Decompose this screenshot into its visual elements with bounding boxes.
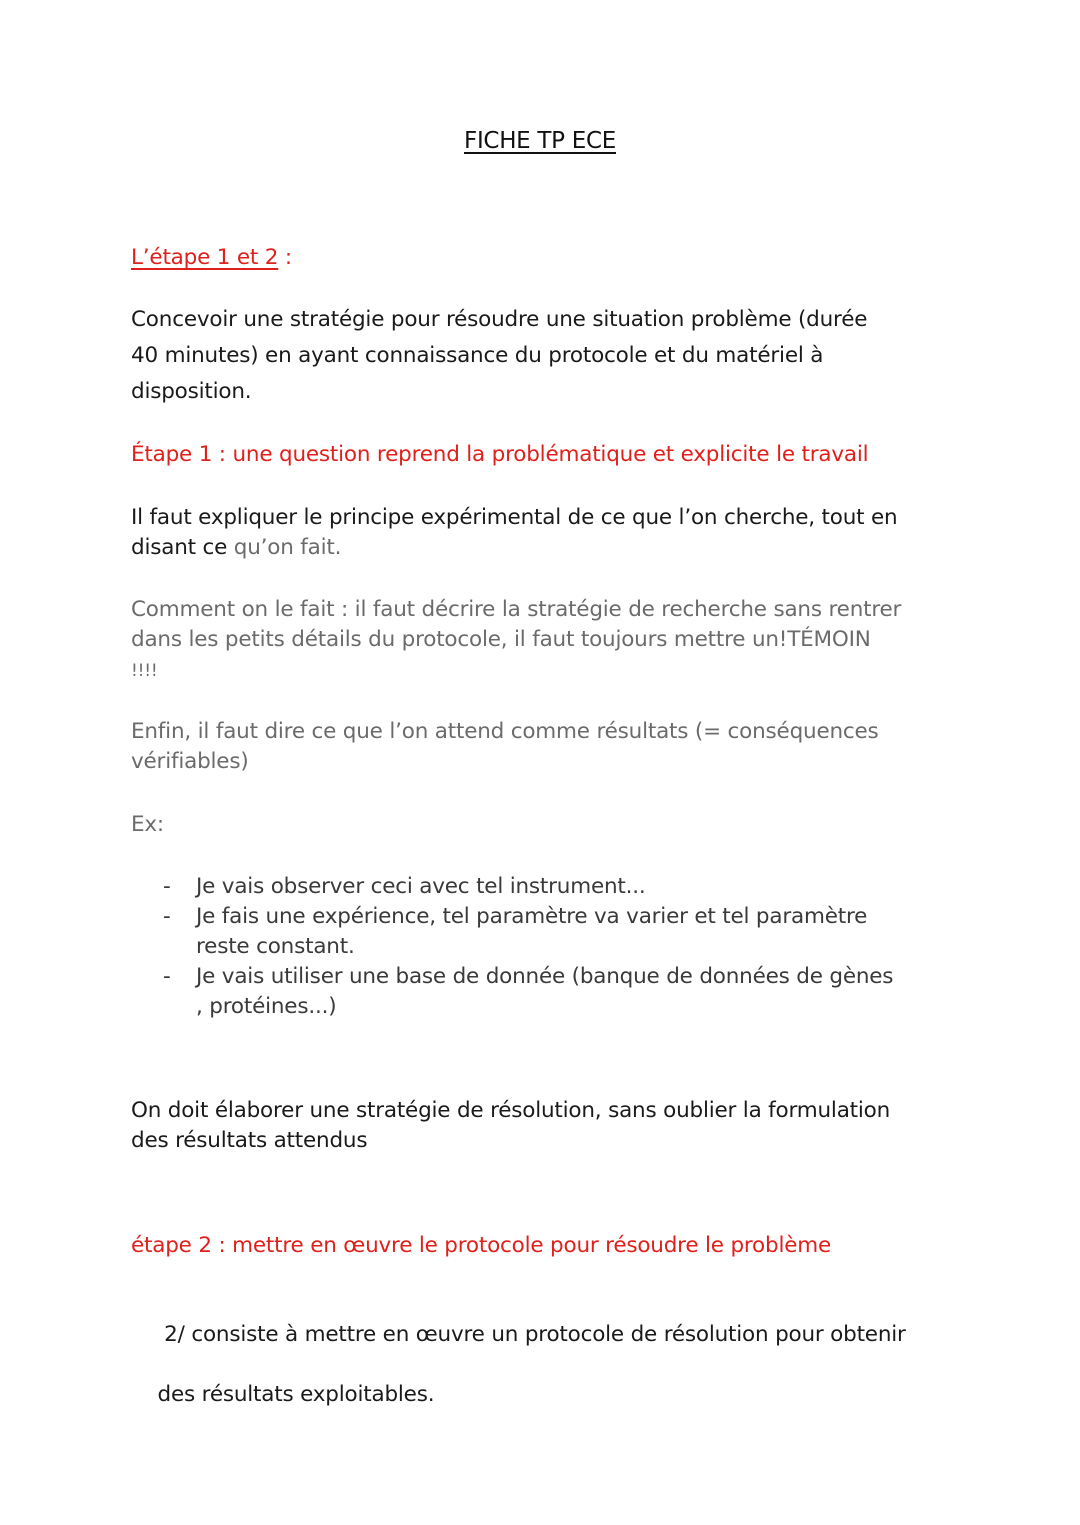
elaborate-line: des résultats attendus <box>131 1128 368 1153</box>
intro-line: 40 minutes) en ayant connaissance du protocole et du matériel à <box>131 343 824 368</box>
how-paragraph <box>131 595 961 686</box>
explain-paragraph <box>131 503 961 563</box>
intro-line: disposition. <box>131 379 252 404</box>
step2-paragraph <box>131 1290 961 1440</box>
example-label: Ex: <box>131 812 164 837</box>
how-line: Comment on le fait : il faut décrire la stratégie de recherche sans rentrer <box>131 597 902 622</box>
section-heading-label: L’étape 1 et 2 <box>131 245 279 270</box>
finally-paragraph <box>131 717 961 777</box>
explain-line: Il faut expliquer le principe expérimental de ce que l’on cherche, tout en <box>131 505 898 530</box>
dash-bullet: - <box>163 874 171 899</box>
list-item-line: Je fais une expérience, tel paramètre va varier et tel paramètre <box>196 904 868 929</box>
examples-list <box>163 872 963 1022</box>
step2-line: des résultats exploitables. <box>157 1382 435 1407</box>
step2-heading: étape 2 : mettre en œuvre le protocole pour résoudre le problème <box>131 1233 832 1258</box>
elaborate-line: On doit élaborer une stratégie de résolution, sans oublier la formulation <box>131 1098 891 1123</box>
how-line-exclamations: !!!! <box>131 661 158 681</box>
section-heading-colon: : <box>278 245 292 270</box>
dash-bullet: - <box>163 964 171 989</box>
intro-line: Concevoir une stratégie pour résoudre une situation problème (durée <box>131 307 868 332</box>
list-item-line: reste constant. <box>196 934 355 959</box>
step1-heading: Étape 1 : une question reprend la problématique et explicite le travail <box>131 442 869 467</box>
page-title: FICHE TP ECE <box>464 128 616 154</box>
dash-bullet: - <box>163 904 171 929</box>
list-item <box>163 872 963 902</box>
list-item-line: Je vais observer ceci avec tel instrument... <box>196 874 646 899</box>
elaborate-paragraph <box>131 1096 961 1156</box>
explain-line-grey: qu’on fait. <box>233 535 342 560</box>
finally-line: Enfin, il faut dire ce que l’on attend comme résultats (= conséquences <box>131 719 879 744</box>
how-line: dans les petits détails du protocole, il faut toujours mettre un!TÉMOIN <box>131 627 871 652</box>
finally-line: vérifiables) <box>131 749 249 774</box>
explain-line-dark: disant ce <box>131 535 234 560</box>
list-item <box>163 902 963 962</box>
list-item-line: , protéines...) <box>196 994 337 1019</box>
intro-paragraph <box>131 302 961 410</box>
list-item <box>163 962 963 1022</box>
list-item-line: Je vais utiliser une base de donnée (banque de données de gènes <box>196 964 894 989</box>
section-heading <box>131 243 961 273</box>
step2-line: 2/ consiste à mettre en œuvre un protocole de résolution pour obtenir <box>157 1322 906 1347</box>
